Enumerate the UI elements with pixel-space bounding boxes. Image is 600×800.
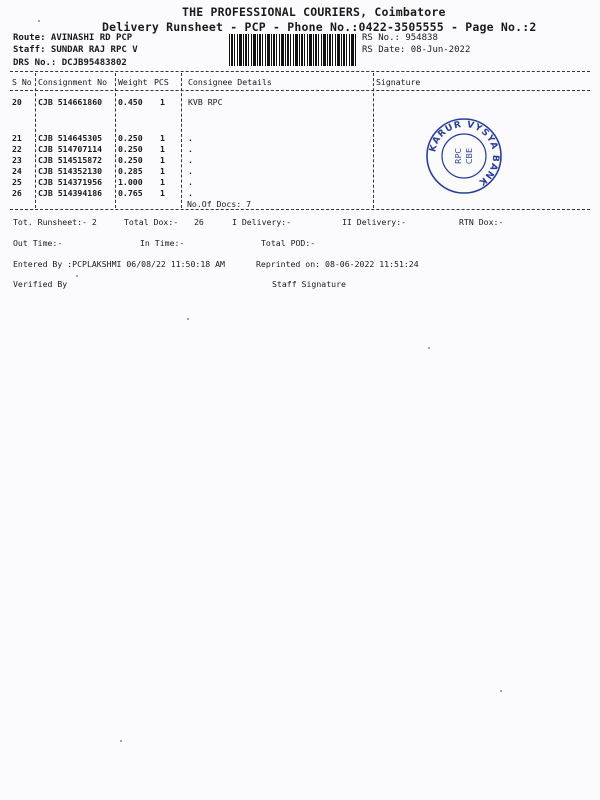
row-pcs: 1 (160, 97, 165, 107)
col-separator (35, 73, 36, 208)
row-weight: 0.285 (118, 166, 143, 176)
row-weight: 0.450 (118, 97, 143, 107)
total-dox-label: Total Dox:- (124, 217, 179, 227)
verified-by: Verified By (13, 279, 68, 289)
scan-speck (500, 690, 502, 692)
scan-speck (38, 20, 40, 22)
row-sno: 20 (12, 97, 22, 107)
row-pcs: 1 (160, 144, 165, 154)
row-pcs: 1 (160, 133, 165, 143)
runsheet-subtitle: Delivery Runsheet - PCP - Phone No.:0422-3505555 - Page No.:2 (102, 20, 537, 34)
row-consignment: CJB 514515872 (38, 155, 103, 165)
table-top-rule (10, 71, 590, 72)
reprinted-on: Reprinted on: 08-06-2022 11:51:24 (256, 259, 419, 269)
i-delivery: I Delivery:- (232, 217, 292, 227)
rs-date: RS Date: 08-Jun-2022 (362, 45, 471, 55)
row-pcs: 1 (160, 166, 165, 176)
staff-label: Staff: SUNDAR RAJ RPC V (13, 45, 138, 55)
col-signature: Signature (376, 77, 421, 87)
scan-speck (187, 318, 189, 320)
barcode-image (229, 34, 357, 66)
col-details: Consignee Details (188, 77, 272, 87)
row-pcs: 1 (160, 188, 165, 198)
staff-signature: Staff Signature (272, 279, 346, 289)
col-separator (115, 73, 116, 208)
rs-number: RS No.: 954838 (362, 33, 438, 43)
row-details: KVB RPC (188, 97, 223, 107)
row-details: . (188, 144, 193, 154)
row-consignment: CJB 514371956 (38, 177, 103, 187)
col-consignment: Consignment No (38, 77, 108, 87)
entered-by: Entered By :PCPLAKSHMI 06/08/22 11:50:18 AM (13, 259, 225, 269)
rtn-dox: RTN Dox:- (459, 217, 504, 227)
row-sno: 25 (12, 177, 22, 187)
row-weight: 0.250 (118, 133, 143, 143)
table-header-rule (10, 90, 590, 91)
company-title: THE PROFESSIONAL COURIERS, Coimbatore (182, 5, 446, 19)
route-label: Route: AVINASHI RD PCP (13, 33, 133, 43)
col-weight: Weight (118, 77, 148, 87)
row-consignment: CJB 514394186 (38, 188, 103, 198)
row-details: . (188, 177, 193, 187)
row-pcs: 1 (160, 155, 165, 165)
total-pod: Total POD:- (261, 238, 316, 248)
scan-speck (120, 740, 122, 742)
row-sno: 26 (12, 188, 22, 198)
row-sno: 24 (12, 166, 22, 176)
row-weight: 0.765 (118, 188, 143, 198)
stamp-inner-text-1: RPC (454, 148, 463, 164)
in-time: In Time:- (140, 238, 185, 248)
out-time: Out Time:- (13, 238, 63, 248)
col-pcs: PCS (154, 77, 169, 87)
row-consignment: CJB 514352130 (38, 166, 103, 176)
row-weight: 0.250 (118, 155, 143, 165)
stamp-inner-text-2: CBE (465, 147, 474, 165)
table-bottom-rule (10, 209, 590, 210)
row-sno: 23 (12, 155, 22, 165)
row-details: . (188, 133, 193, 143)
row-consignment: CJB 514707114 (38, 144, 103, 154)
row-details: . (188, 166, 193, 176)
ii-delivery: II Delivery:- (342, 217, 407, 227)
row-pcs: 1 (160, 177, 165, 187)
col-sno: S No (12, 77, 32, 87)
stamp-outer-text: KARUR VYSYA BANK (428, 119, 501, 188)
row-weight: 0.250 (118, 144, 143, 154)
drs-number: DRS No.: DCJB95483802 (13, 58, 127, 68)
row-details: . (188, 155, 193, 165)
col-separator (373, 73, 374, 208)
tot-runsheet: Tot. Runsheet:- 2 (13, 217, 97, 227)
row-details: . (188, 188, 193, 198)
row-sno: 22 (12, 144, 22, 154)
row-weight: 1.000 (118, 177, 143, 187)
scan-speck (428, 347, 430, 349)
total-dox-value: 26 (194, 217, 204, 227)
col-separator (181, 73, 182, 208)
row-sno: 21 (12, 133, 22, 143)
scan-speck (76, 275, 78, 277)
no-of-docs: No.Of Docs: 7 (187, 199, 252, 209)
bank-stamp (425, 117, 503, 195)
row-consignment: CJB 514645305 (38, 133, 103, 143)
row-consignment: CJB 514661860 (38, 97, 103, 107)
